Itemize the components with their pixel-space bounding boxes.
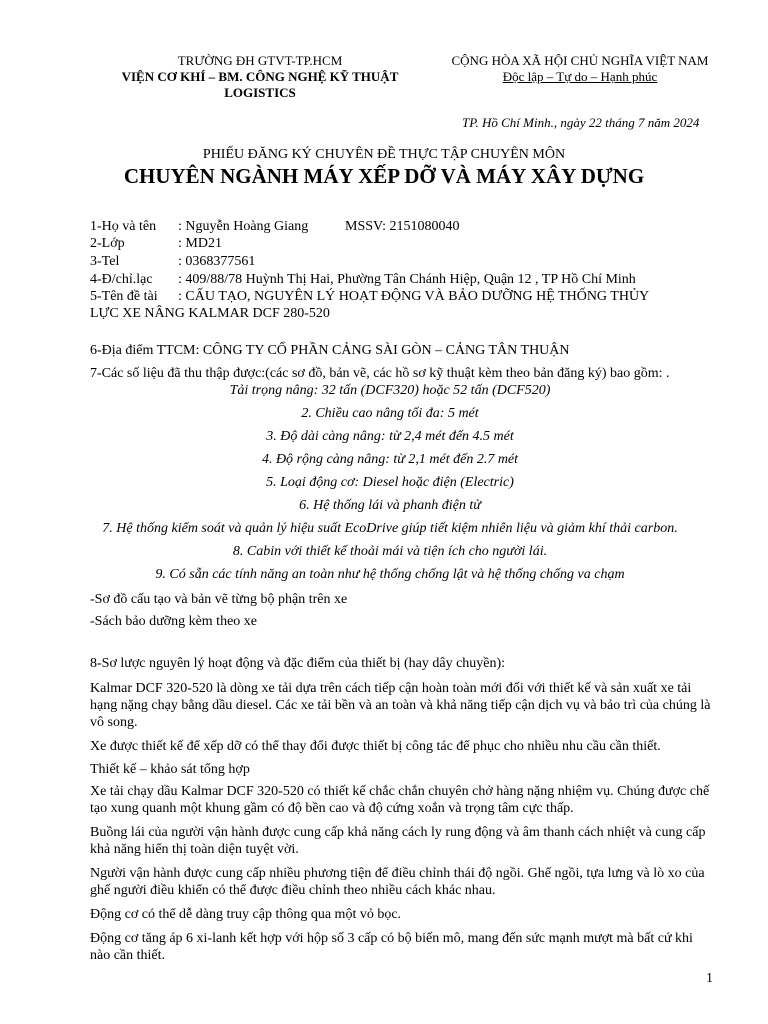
tel-value: : 0368377561 (178, 254, 256, 269)
form-title: PHIẾU ĐĂNG KÝ CHUYÊN ĐỀ THỰC TẬP CHUYÊN MÔN (202, 147, 566, 162)
name-value: : Nguyễn Hoàng Giang (178, 219, 309, 234)
spec-item: 5. Loại động cơ: Diesel hoặc điện (Electric) (266, 475, 514, 490)
topic-value-line1: : CẤU TẠO, NGUYÊN LÝ HOẠT ĐỘNG VÀ BẢO DƯỠNG HỆ THỐNG THỦY (178, 289, 650, 304)
manual-note: -Sách bảo dưỡng kèm theo xe (90, 614, 258, 629)
internship-location: 6-Địa điểm TTCM: CÔNG TY CỔ PHẦN CẢNG SÀI GÒN – CẢNG TÂN THUẬN (90, 343, 570, 358)
paragraph: Thiết kế – khảo sát tổng hợp (90, 762, 250, 777)
paragraph: Xe tải chạy dầu Kalmar DCF 320-520 có thiết kế chắc chắn chuyên chở hàng nặng nhiệm vụ. Chúng được chế tạo xung quanh một khung gầm có độ bền cao và độ cứng xoắn và trọng tâm cực thấp. (90, 784, 710, 816)
spec-item: 9. Có sẵn các tính năng an toàn như hệ thống chống lật và hệ thống chống va chạm (155, 567, 625, 582)
topic-label: 5-Tên đề tài (90, 289, 158, 304)
paragraph: Người vận hành được cung cấp nhiều phương tiện để điều chỉnh thái độ ngồi. Ghế ngồi, tựa lưng và lò xo của ghế người điều khiển có thể được điều chỉnh theo nhiều cách khác nhau. (90, 866, 705, 898)
spec-item: 8. Cabin với thiết kế thoải mái và tiện ích cho người lái. (232, 544, 548, 559)
class-value: : MD21 (178, 236, 222, 251)
student-id: MSSV: 2151080040 (345, 219, 460, 234)
major-title: CHUYÊN NGÀNH MÁY XẾP DỠ VÀ MÁY XÂY DỰNG (123, 164, 645, 188)
national-motto: CỘNG HÒA XÃ HỘI CHỦ NGHĨA VIỆT NAM (451, 53, 709, 68)
spec-item: 2. Chiều cao nâng tối đa: 5 mét (301, 406, 479, 421)
class-label: 2-Lớp (90, 236, 125, 251)
school-name: TRƯỜNG ĐH GTVT-TP.HCM (177, 53, 343, 68)
paragraph: Xe được thiết kế để xếp dỡ có thể thay đổi được thiết bị công tác để phục cho nhiều nhu cầu cần thiết. (90, 739, 661, 754)
document-date: TP. Hồ Chí Minh., ngày 22 tháng 7 năm 2024 (462, 115, 700, 130)
institute-name: VIỆN CƠ KHÍ – BM. CÔNG NGHỆ KỸ THUẬT (121, 69, 399, 84)
paragraph: Động cơ có thể dễ dàng truy cập thông qua một vỏ bọc. (90, 907, 402, 922)
spec-item: 6. Hệ thống lái và phanh điện tử (299, 498, 481, 513)
diagram-note: -Sơ đồ cấu tạo và bản vẽ từng bộ phận trên xe (90, 592, 348, 607)
tel-label: 3-Tel (90, 254, 120, 269)
spec-item: 7. Hệ thống kiểm soát và quản lý hiệu suất EcoDrive giúp tiết kiệm nhiên liệu và giảm khí thải carbon. (102, 521, 678, 536)
address-value: : 409/88/78 Huỳnh Thị Hai, Phường Tân Chánh Hiệp, Quận 12 , TP Hồ Chí Minh (178, 272, 636, 287)
address-label: 4-Đ/chỉ.lạc (90, 272, 153, 287)
name-label: 1-Họ và tên (90, 219, 157, 234)
department-name: LOGISTICS (224, 85, 296, 100)
national-slogan: Độc lập – Tự do – Hạnh phúc (502, 69, 658, 84)
data-collected-intro: 7-Các số liệu đã thu thập được:(các sơ đồ, bản vẽ, các hồ sơ kỹ thuật kèm theo bản đăng ký) bao gồm: . (90, 366, 670, 381)
spec-item: Tải trọng nâng: 32 tấn (DCF320) hoặc 52 tấn (DCF520) (229, 383, 551, 398)
spec-item: 3. Độ dài càng nâng: từ 2,4 mét đến 4.5 mét (266, 429, 514, 444)
paragraph: Buồng lái của người vận hành được cung cấp khả năng cách ly rung động và âm thanh cách nhiệt và cung cấp khả năng hiển thị toàn diện tuyệt vời. (90, 825, 706, 857)
spec-item: 4. Độ rộng càng nâng: từ 2,1 mét đến 2.7 mét (261, 452, 519, 467)
topic-value-line2: LỰC XE NÂNG KALMAR DCF 280-520 (90, 306, 330, 321)
paragraph: Kalmar DCF 320-520 là dòng xe tải dựa trên cách tiếp cận hoàn toàn mới đối với thiết kế và sản xuất xe tải hạng nặng chạy bằng dầu diesel. Các xe tải bền và an toàn và khả năng tiếp cận dịch vụ và bảo trì của chúng là vô song. (90, 681, 711, 730)
section8-heading: 8-Sơ lược nguyên lý hoạt động và đặc điểm của thiết bị (hay dây chuyền): (90, 656, 506, 671)
paragraph: Động cơ tăng áp 6 xi-lanh kết hợp với hộp số 3 cấp có bộ biến mô, mang đến sức mạnh mượt mà bất cứ khi nào cần thiết. (90, 931, 693, 963)
page-number: 1 (706, 971, 713, 986)
